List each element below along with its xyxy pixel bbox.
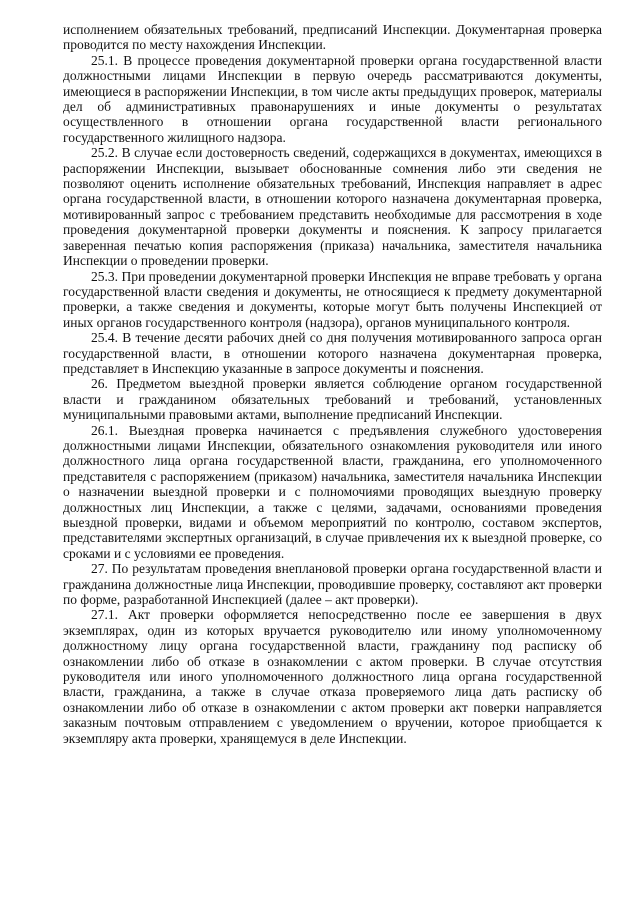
paragraph-25-1: 25.1. В процессе проведения документарной проверки органа государственной власти должностными лицами Инспекции в первую очередь рассматриваются документы, имеющиеся в распоряжении Инспекции, в том числе акты предыдущих проверок, материалы дел об административных правонарушениях и иные документы о результатах осуществленного в отношении органа государственной власти регионального государственного жилищного надзора.: [63, 52, 602, 145]
paragraph-continuation: исполнением обязательных требований, предписаний Инспекции. Документарная проверка проводится по месту нахождения Инспекции.: [63, 22, 602, 53]
paragraph-27: 27. По результатам проведения внеплановой проверки органа государственной власти и гражданина должностные лица Инспекции, проводившие проверку, составляют акт проверки по форме, разработанной Инспекцией (далее – акт проверки).: [63, 561, 602, 608]
paragraph-25-2: 25.2. В случае если достоверность сведений, содержащихся в документах, имеющихся в распоряжении Инспекции, вызывает обоснованные сомнения либо эти сведения не позволяют оценить исполнение обязательных требований, Инспекция направляет в адрес органа государственной власти, в отношении которого назначена документарная проверка, мотивированный запрос с требованием представить необходимые для рассмотрения в ходе проведения документарной проверки документы и пояснения. К запросу прилагается заверенная печатью копия распоряжения (приказа) начальника, заместителя начальника Инспекции о проведении проверки.: [63, 145, 602, 269]
paragraph-26: 26. Предметом выездной проверки является соблюдение органом государственной власти и гражданином обязательных требований и требований, установленных муниципальными правовыми актами, выполнение предписаний Инспекции.: [63, 376, 602, 423]
paragraph-25-3: 25.3. При проведении документарной проверки Инспекция не вправе требовать у органа государственной власти сведения и документы, не относящиеся к предмету документарной проверки, а также сведения и документы, которые могут быть получены Инспекцией от иных органов государственного контроля (надзора), органов муниципального контроля.: [63, 268, 602, 330]
paragraph-26-1: 26.1. Выездная проверка начинается с предъявления служебного удостоверения должностными лицами Инспекции, обязательного ознакомления руководителя или иного должностного лица органа государственной власти, гражданина, его уполномоченного представителя с распоряжением (приказом) начальника, заместителя начальника Инспекции о назначении выездной проверки и с полномочиями проводящих выездную проверку должностных лиц Инспекции, а также с целями, задачами, основаниями проведения выездной проверки, видами и объемом мероприятий по контролю, составом экспертов, представителями экспертных организаций, в случае привлечения их к выездной проверке, со сроками и с условиями ее проведения.: [63, 422, 602, 561]
paragraph-25-4: 25.4. В течение десяти рабочих дней со дня получения мотивированного запроса орган государственной власти, в отношении которого назначена документарная проверка, представляет в Инспекцию указанные в запросе документы и пояснения.: [63, 330, 602, 376]
paragraph-27-1: 27.1. Акт проверки оформляется непосредственно после ее завершения в двух экземплярах, один из которых вручается руководителю или иному уполномоченному должностному лицу органа государственной власти, гражданину под расписку об ознакомлении либо об отказе в ознакомлении с актом проверки. В случае отсутствия руководителя или иного уполномоченного должностного лица органа государственной власти, гражданина, а также в случае отказа проверяемого лица дать расписку об ознакомлении либо об отказе в ознакомлении с актом проверки акт поверки направляется заказным почтовым отправлением с уведомлением о вручении, которое приобщается к экземпляру акта проверки, хранящемуся в деле Инспекции.: [63, 607, 602, 746]
